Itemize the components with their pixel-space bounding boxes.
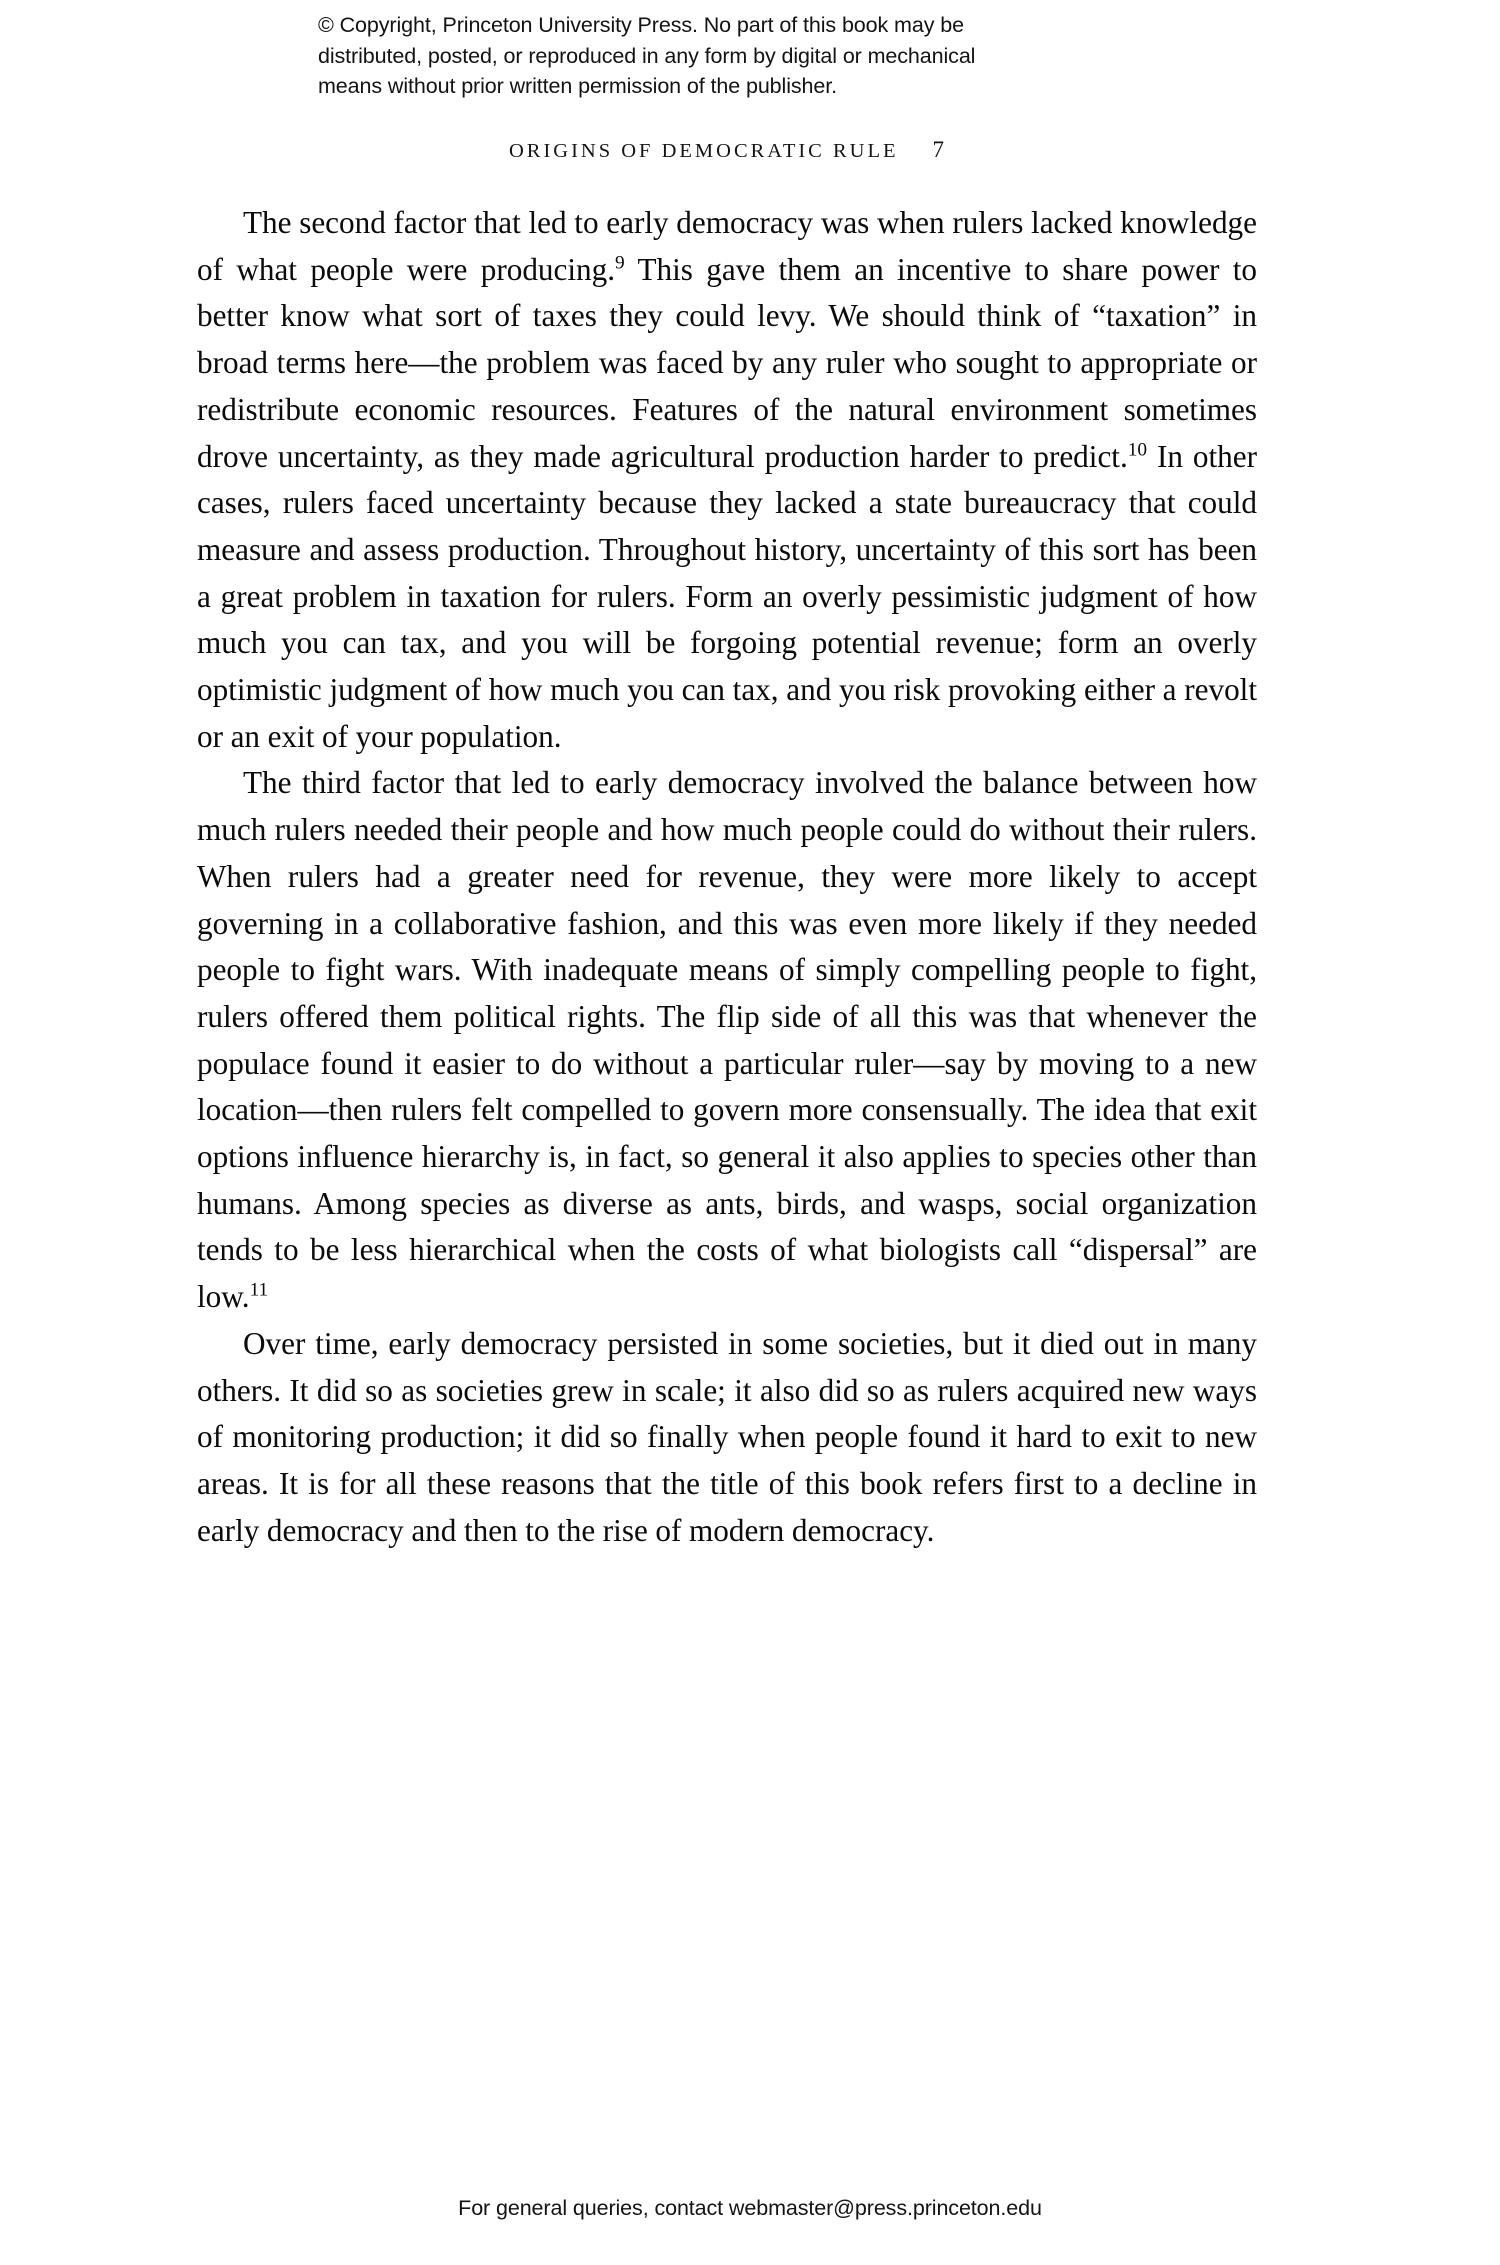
footer-query-line: For general queries, contact webmaster@press.princeton.edu [458,2196,1042,2220]
paragraph-over-time: Over time, early democracy persisted in some societies, but it died out in many others. It did so as societies grew in scale; it also did so as rulers acquired new ways of monitoring production; it did so finally when people found it hard to exit to new areas. It is for all these reasons that the title of this book refers first to a decline in early democracy and then to the rise of modern democracy. [197,1325,1257,1548]
body-text [197,200,1257,1554]
paragraph-third-factor: The third factor that led to early democracy involved the balance between how much rulers needed their people and how much people could do without their rulers. When rulers had a greater need for revenue, they were more likely to accept governing in a collaborative fashion, and this was even more likely if they needed people to fight wars. With inadequate means of simply compelling people to fight, rulers offered them political rights. The flip side of all this was that whenever the populace found it easier to do without a particular ruler—say by moving to a new location—then rulers felt compelled to govern more consensually. The idea that exit options influence hierarchy is, in fact, so general it also applies to species other than humans. Among species as diverse as ants, birds, and wasps, social organization tends to be less hierarchical when the costs of what biologists call “dispersal” are low.$^{11}$ [197,765,1257,1315]
running-head [197,137,1256,171]
copyright-line-1: © Copyright, Princeton University Press. No part of this book may be [318,13,964,37]
running-head-title: ORIGINS OF DEMOCRATIC RULE [508,140,899,162]
paragraph-second-factor: The second factor that led to early democracy was when rulers lacked knowledge of what people were producing.$^9$ This gave them an incentive to share power to better know what sort of taxes they could levy. We should think of “taxation” in broad terms here—the problem was faced by any ruler who sought to appropriate or redistribute economic resources. Features of the natural environment sometimes drove uncertainty, as they made agricultural production harder to predict.$^{10}$ In other cases, rulers faced uncertainty because they lacked a state bureaucracy that could measure and assess production. Throughout history, uncertainty of this sort has been a great problem in taxation for rulers. Form an overly pessimistic judgment of how much you can tax, and you will be forgoing potential revenue; form an overly optimistic judgment of how much you can tax, and you risk provoking either a revolt or an exit of your population. [197,205,1258,754]
page-number: 7 [932,137,944,162]
copyright-line-2: distributed, posted, or reproduced in any form by digital or mechanical [318,43,976,68]
copyright-line-3: means without prior written permission of the publisher. [318,74,838,98]
footnote-reference[interactable]: 9 [615,252,625,274]
footnote-reference[interactable]: 11 [249,1279,269,1301]
footnote-reference[interactable]: 10 [1127,439,1148,461]
copyright-notice [318,10,1198,102]
